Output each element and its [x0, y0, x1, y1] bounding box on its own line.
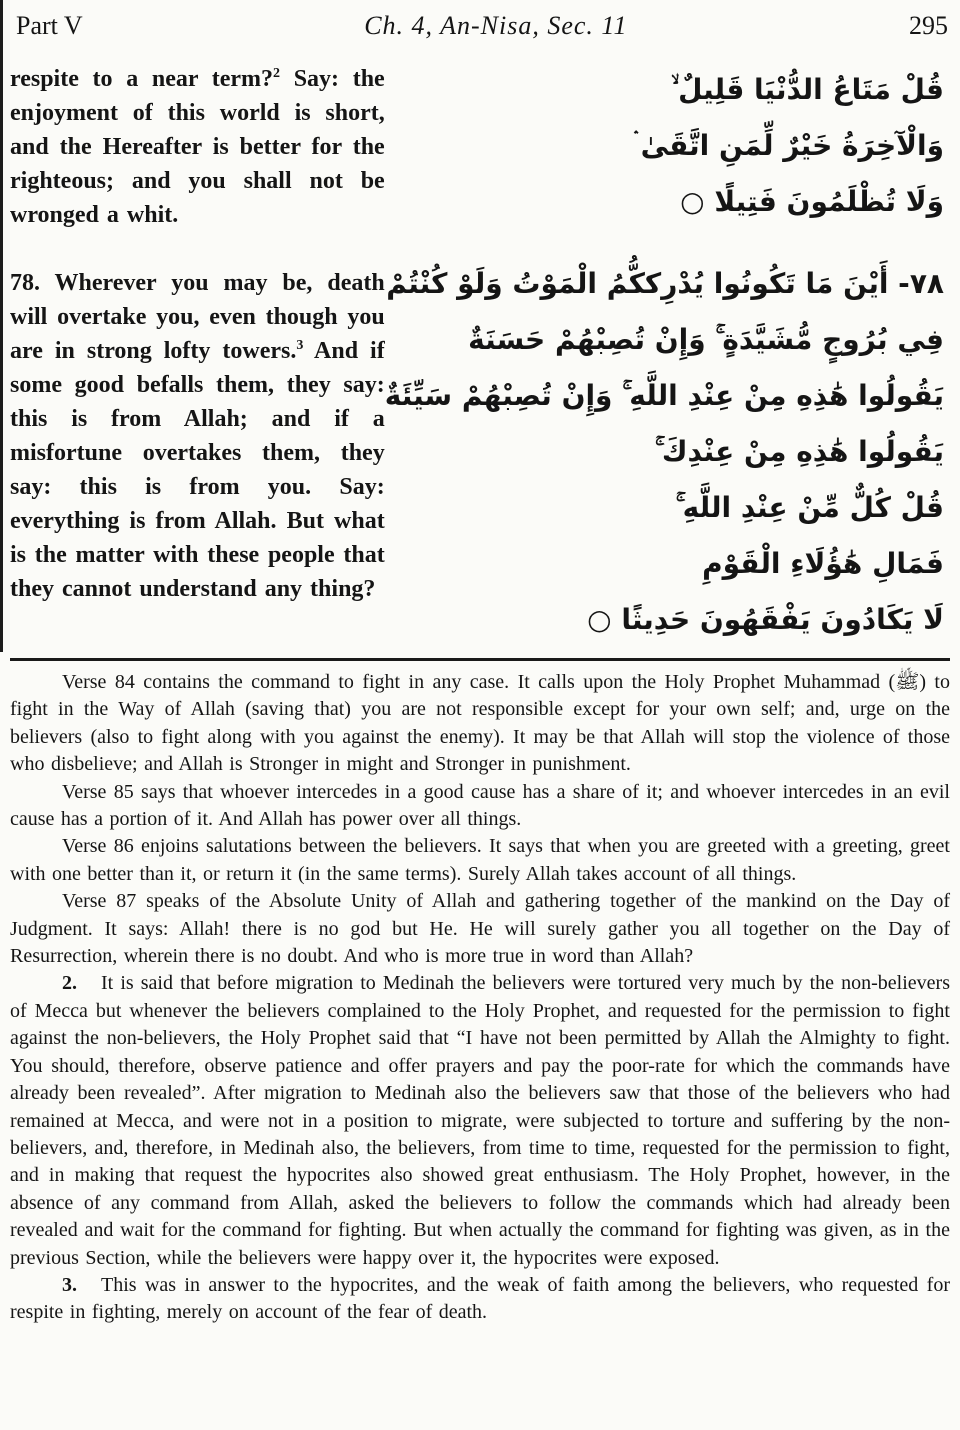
footnote-3-text: This was in answer to the hypocrites, and the weak of faith among the believers, who requested for respite in fighting, merely on account of the fear of death. [10, 1273, 950, 1324]
arabic-line: قُلْ كُلٌّ مِّنْ عِنْدِ اللَّهِ ۚ [675, 491, 944, 524]
arabic-line: قُلْ مَتَاعُ الدُّنْيَا قَلِيلٌ ۙ [671, 73, 944, 106]
verse-77-text-start: respite to a near term? [10, 66, 274, 92]
arabic-verse-77 [385, 62, 944, 230]
commentary-verse-87: Verse 87 speaks of the Absolute Unity of Allah and gathering together of the mankind on the Day of Judgment. It says: Allah! there is no god but He. He will surely gather you all together on the Day of Resurrection, wherein there is no doubt. And who is more true in word than Allah? [10, 890, 950, 968]
header-chapter-title: Ch. 4, An-Nisa, Sec. 11 [364, 11, 628, 40]
arabic-line: ٧٨- أَيْنَ مَا تَكُونُوا يُدْرِككُّمُ الْمَوْتُ وَلَوْ كُنْتُمْ [386, 267, 944, 300]
commentary-section [10, 669, 950, 1327]
arabic-verse-78 [385, 256, 944, 648]
translation-verse-78 [10, 266, 385, 606]
footnote-2-number: 2. [62, 972, 77, 995]
verse-77-text-end: Say: the enjoyment of this world is short, and the Hereafter is better for the righteous; and you shall not be wronged a whit. [10, 66, 385, 228]
arabic-line: يَقُولُوا هَٰذِهِ مِنْ عِنْدِ اللَّهِ ۚ وَإِنْ تُصِبْهُمْ سَيِّئَةٌ [384, 379, 944, 412]
translation-column [10, 62, 385, 606]
translation-verse-77 [10, 62, 385, 232]
footnote-ref-2: 2 [273, 66, 281, 81]
header-page-number: 295 [908, 11, 948, 40]
footnote-3-number: 3. [62, 1273, 77, 1296]
arabic-line: فِي بُرُوجٍ مُّشَيَّدَةٍ ۚ وَإِنْ تُصِبْهُمْ حَسَنَةٌ [468, 323, 944, 356]
arabic-line: وَلَا تُظْلَمُونَ فَتِيلًا ○ [680, 185, 944, 218]
arabic-column [385, 62, 950, 648]
footnote-2 [10, 970, 950, 1271]
verse-section [10, 62, 950, 648]
commentary-verse-86: Verse 86 enjoins salutations between the believers. It says that when you are greeted with a greeting, greet with one better than it, or return it (in the same terms). Surely Allah takes account of all things. [10, 835, 950, 885]
verse-78-text-start: 78. Wherever you may be, death will overtake you, even though you are in strong lofty towers. [10, 270, 385, 364]
verse-78-text-end: And if some good befalls them, they say: this is from Allah; and if a misfortune overtakes them, they say: this is from you. Say: everything is from Allah. But what is the matter with these people that they cannot understand any thing? [10, 338, 385, 602]
commentary-verse-84: Verse 84 contains the command to fight in any case. It calls upon the Holy Prophet Muhammad (ﷺ) to fight in the Way of Allah (saving that) you are not responsible except for your own self; and, urge on the believers (also to fight along with you against the enemy). It may be that Allah will stop the violence of those who disbelieve; and Allah is Stronger in might and Stronger in punishment. [10, 671, 950, 776]
footnote-3 [10, 1272, 950, 1327]
arabic-line: وَالْآخِرَةُ خَيْرٌ لِّمَنِ اتَّقَىٰ ۛ [633, 129, 944, 162]
header-part-label: Part V [16, 11, 83, 40]
page-header [10, 8, 950, 42]
commentary-verse-85: Verse 85 says that whoever intercedes in a good cause has a share of it; and whoever intercedes in an evil cause has a portion of it. And Allah has power over all things. [10, 780, 950, 831]
arabic-line: فَمَالِ هَٰؤُلَاءِ الْقَوْمِ [702, 547, 944, 580]
scan-edge-artifact [0, 0, 3, 652]
arabic-line: يَقُولُوا هَٰذِهِ مِنْ عِنْدِكَ ۚ [654, 435, 944, 468]
section-divider [10, 658, 950, 661]
arabic-line: لَا يَكَادُونَ يَفْقَهُونَ حَدِيثًا ○ [587, 603, 944, 636]
footnote-2-text: It is said that before migration to Medinah the believers were tortured very much by the non-believers of Mecca but whenever the believers complained to the Holy Prophet, and requested for the permission to fight against the non-believers, the Holy Prophet said that “I have not been permitted by Allah the Almighty to fight. You should, therefore, observe patience and offer prayers and pay the poor-rate for which the commands have already been revealed”. After migration to Medinah also the believers saw that those of the believers who had remained at Mecca, and were not in a position to migrate, were subjected to torture and suffering by the non-believers, and, therefore, in Medinah also, the believers, from time to time, requested for the permission to fight, and in making that request the hypocrites also showed great enthusiasm. The Holy Prophet, however, in the absence of any command from Allah, asked the believers to follow the commands which had already been revealed and wait for the command for fighting. But when actually the command for fighting was given, as in the previous Section, while the believers were happy over it, the hypocrites were exposed. [10, 972, 950, 1269]
footnote-ref-3: 3 [296, 338, 304, 353]
